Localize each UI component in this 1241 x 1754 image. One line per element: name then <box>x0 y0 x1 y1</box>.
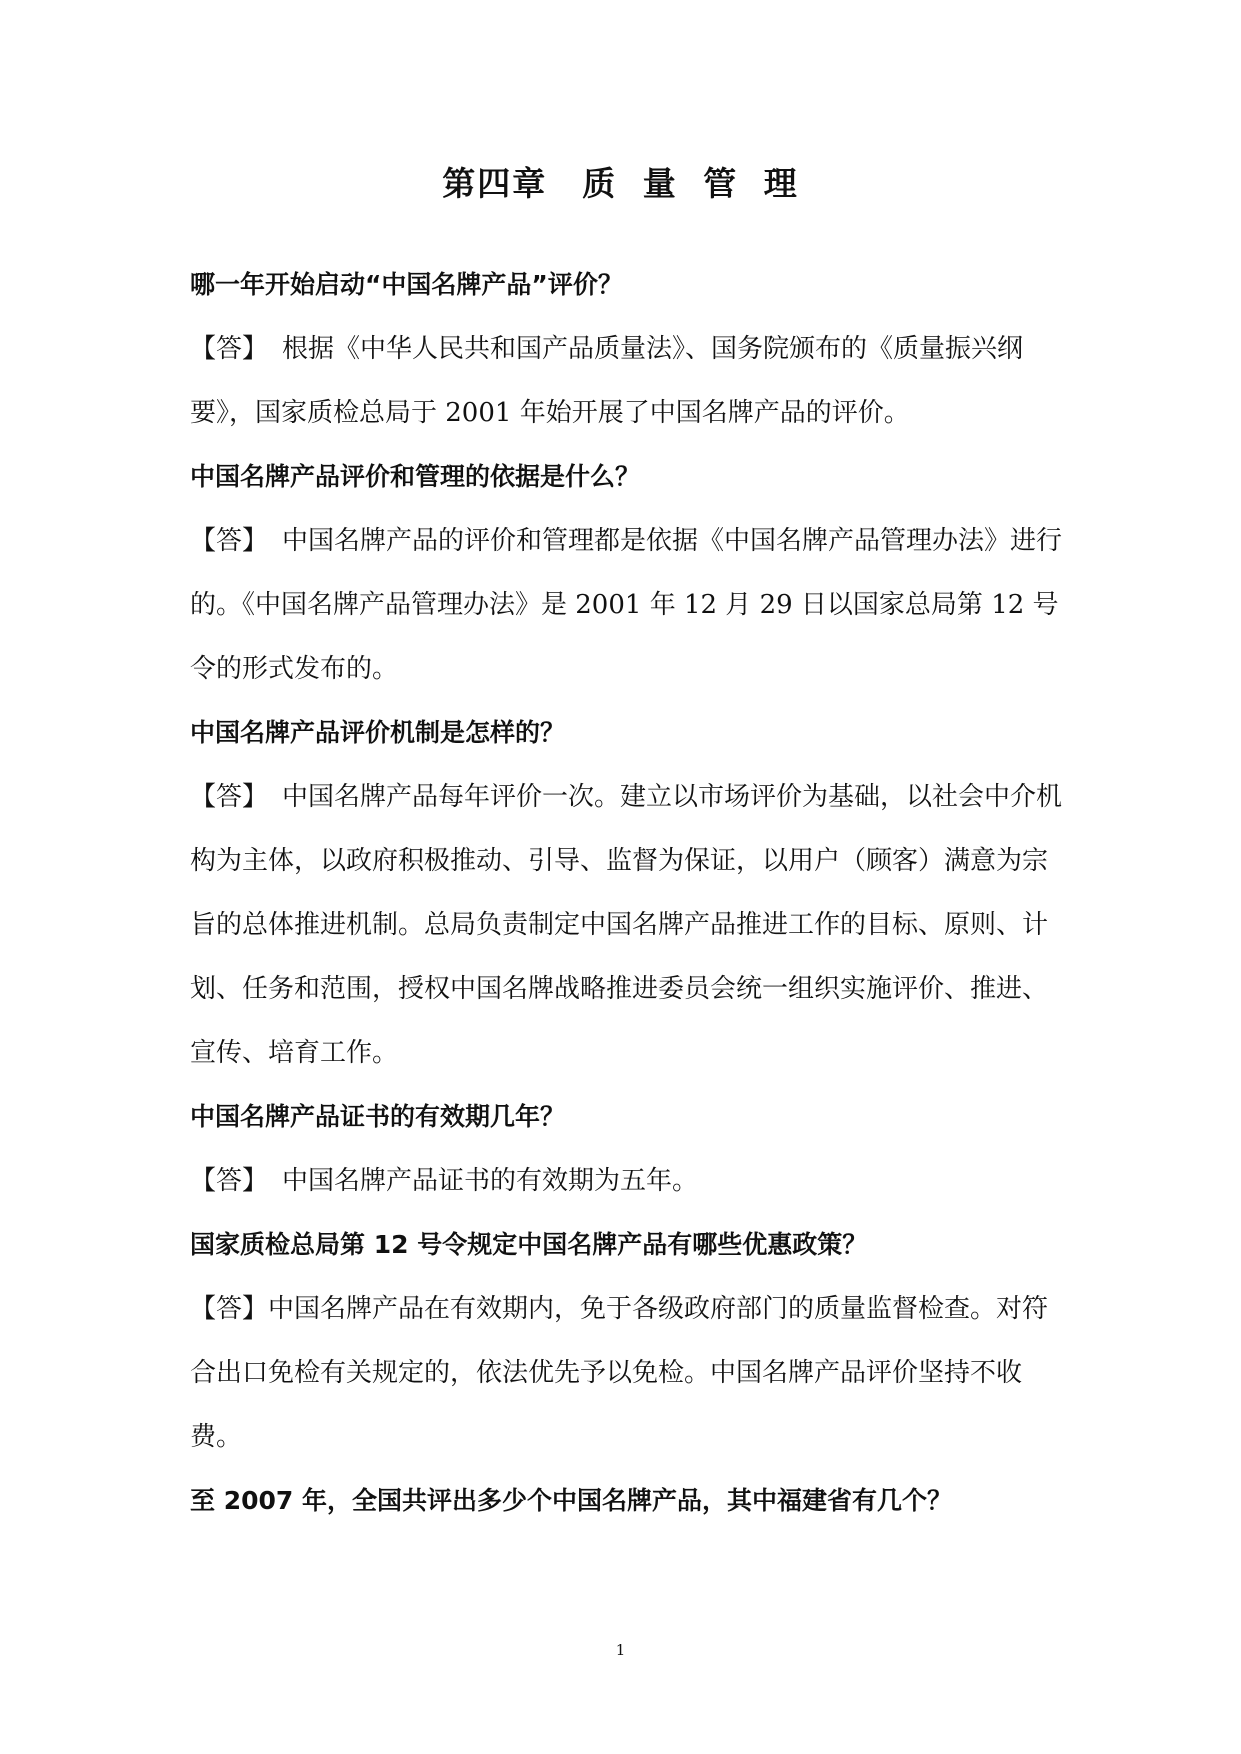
question-6: 至 2007 年，全国共评出多少个中国名牌产品，其中福建省有几个？ <box>190 1486 952 1515</box>
qa-content <box>190 253 1070 1533</box>
chapter-title: 第四章 质 量 管 理 <box>442 164 799 203</box>
answer-4 <box>190 1149 1070 1213</box>
answer-text: 中国名牌产品在有效期内，免于各级政府部门的质量监督检查。对符合出口免检有关规定的，依法优先予以免检。中国名牌产品评价坚持不收费。 <box>190 1294 1049 1452</box>
question-5: 国家质检总局第 12 号令规定中国名牌产品有哪些优惠政策？ <box>190 1230 868 1259</box>
answer-5 <box>190 1277 1070 1469</box>
answer-tag: 【答】 <box>190 334 269 364</box>
answer-tag: 【答】 <box>190 1294 269 1324</box>
question-3: 中国名牌产品评价机制是怎样的？ <box>190 718 566 747</box>
answer-tag: 【答】 <box>190 526 269 556</box>
answer-text: 中国名牌产品的评价和管理都是依据《中国名牌产品管理办法》进行的。《中国名牌产品管理办法》是 2001 年 12 月 29 日以国家总局第 12 号令的形式发布的。 <box>190 526 1063 684</box>
answer-2 <box>190 509 1070 701</box>
question-4: 中国名牌产品证书的有效期几年？ <box>190 1102 566 1131</box>
answer-tag: 【答】 <box>190 1166 269 1196</box>
answer-3 <box>190 765 1070 1085</box>
question-2: 中国名牌产品评价和管理的依据是什么？ <box>190 462 641 491</box>
page-number: 1 <box>615 1641 626 1659</box>
question-1: 哪一年开始启动“中国名牌产品”评价？ <box>190 270 623 299</box>
answer-text: 中国名牌产品每年评价一次。建立以市场评价为基础，以社会中介机构为主体，以政府积极推动、引导、监督为保证，以用户（顾客）满意为宗旨的总体推进机制。总局负责制定中国名牌产品推进工作的目标、原则、计划、任务和范围，授权中国名牌战略推进委员会统一组织实施评价、推进、宣传、培育工作。 <box>190 782 1063 1068</box>
answer-text: 中国名牌产品证书的有效期为五年。 <box>282 1166 699 1196</box>
answer-tag: 【答】 <box>190 782 269 812</box>
answer-text: 根据《中华人民共和国产品质量法》、国务院颁布的《质量振兴纲要》，国家质检总局于 2001 年始开展了中国名牌产品的评价。 <box>190 334 1024 428</box>
answer-1 <box>190 317 1070 445</box>
